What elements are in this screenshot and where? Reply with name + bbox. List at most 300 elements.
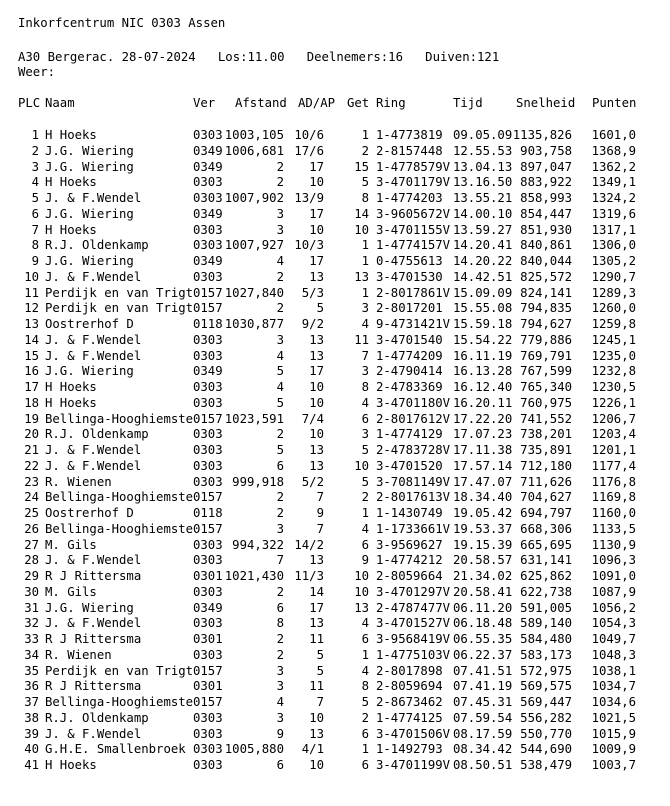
cell-punten: 1324,2 (591, 191, 636, 205)
cell-afstand: 3 (276, 710, 284, 725)
cell-plc: 36 (24, 679, 39, 694)
cell-ring: 3-4701530 (376, 269, 443, 284)
table-row (0, 506, 670, 522)
cell-get: 10 (354, 458, 369, 473)
cell-adap: 13 (309, 458, 324, 473)
cell-snelheid: 538,479 (520, 758, 572, 772)
cell-afstand: 4 (276, 380, 284, 394)
cell-naam: R J Rittersma (45, 632, 142, 646)
cell-afstand: 2 (276, 584, 284, 599)
cell-punten: 1160,0 (591, 506, 636, 520)
column-header-snelheid: Snelheid (516, 96, 576, 110)
cell-punten: 1048,3 (591, 647, 636, 662)
cell-plc: 11 (24, 285, 39, 300)
cell-adap: 17 (309, 254, 324, 268)
cell-get: 14 (354, 206, 369, 221)
cell-get: 1 (361, 128, 369, 142)
cell-punten: 1169,8 (591, 490, 636, 505)
column-header-ring: Ring (376, 96, 406, 110)
cell-tijd: 15.55.08 (453, 301, 513, 316)
cell-snelheid: 556,282 (520, 710, 572, 725)
cell-naam: J.G. Wiering (45, 143, 134, 158)
cell-tijd: 19.05.42 (453, 506, 513, 520)
table-row (0, 270, 670, 286)
cell-tijd: 16.12.40 (453, 380, 513, 394)
cell-adap: 10 (309, 380, 324, 394)
column-header-plc: PLC (18, 96, 41, 110)
cell-naam: J. & F.Wendel (45, 616, 142, 631)
document-title: Inkorfcentrum NIC 0303 Assen (18, 16, 226, 30)
cell-tijd: 14.20.41 (453, 238, 513, 253)
cell-tijd: 20.58.57 (453, 553, 513, 568)
cell-snelheid: 622,738 (520, 584, 572, 599)
cell-tijd: 17.22.20 (453, 411, 513, 426)
cell-ver: 0303 (193, 348, 223, 363)
cell-ver: 0303 (193, 443, 223, 457)
cell-punten: 1091,0 (591, 569, 636, 583)
cell-naam: R. Wienen (45, 647, 112, 662)
cell-ring: 2-4790414 (376, 364, 443, 379)
cell-punten: 1201,1 (591, 443, 636, 457)
cell-snelheid: 625,862 (520, 569, 572, 583)
cell-snelheid: 840,861 (520, 238, 572, 253)
cell-snelheid: 840,044 (520, 254, 572, 268)
cell-plc: 17 (24, 380, 39, 394)
cell-tijd: 16.13.28 (453, 364, 513, 379)
cell-adap: 5 (316, 301, 324, 316)
table-row (0, 412, 670, 428)
cell-snelheid: 704,627 (520, 490, 572, 505)
cell-naam: Bellinga-Hooghiemste (45, 490, 194, 505)
table-row (0, 490, 670, 506)
cell-get: 6 (361, 758, 369, 772)
table-row (0, 380, 670, 396)
cell-ver: 0118 (193, 317, 223, 331)
cell-ver: 0303 (193, 458, 223, 473)
column-header-ver: Ver (193, 96, 216, 110)
cell-naam: J. & F.Wendel (45, 443, 142, 457)
cell-adap: 13 (309, 443, 324, 457)
cell-afstand: 2 (276, 269, 284, 284)
cell-get: 11 (354, 332, 369, 347)
cell-snelheid: 883,922 (520, 175, 572, 190)
cell-punten: 1305,2 (591, 254, 636, 268)
cell-afstand: 5 (276, 395, 284, 410)
cell-afstand: 3 (276, 521, 284, 536)
cell-ver: 0303 (193, 537, 223, 552)
cell-snelheid: 735,891 (520, 443, 572, 457)
cell-ring: 1-1733661V (376, 521, 451, 536)
cell-snelheid: 694,797 (520, 506, 572, 520)
cell-punten: 1034,6 (591, 695, 636, 709)
cell-get: 1 (361, 254, 369, 268)
cell-ring: 1-4773819 (376, 128, 443, 142)
cell-afstand: 2 (276, 427, 284, 442)
cell-adap: 13 (309, 553, 324, 568)
cell-adap: 10 (309, 175, 324, 190)
cell-ver: 0301 (193, 679, 223, 694)
cell-get: 5 (361, 175, 369, 190)
cell-ver: 0157 (193, 695, 223, 709)
cell-snelheid: 550,770 (520, 726, 572, 741)
cell-get: 8 (361, 191, 369, 205)
cell-adap: 7 (316, 521, 324, 536)
cell-snelheid: 897,047 (520, 159, 572, 174)
cell-adap: 14/2 (294, 537, 324, 552)
cell-ring: 3-9569627 (376, 537, 443, 552)
cell-adap: 10/3 (294, 238, 324, 253)
cell-tijd: 15.09.09 (453, 285, 513, 300)
cell-plc: 9 (31, 254, 39, 268)
cell-plc: 19 (24, 411, 39, 426)
table-row (0, 601, 670, 617)
cell-snelheid: 712,180 (520, 458, 572, 473)
cell-get: 3 (361, 301, 369, 316)
cell-plc: 25 (24, 506, 39, 520)
cell-naam: H Hoeks (45, 395, 97, 410)
table-row (0, 364, 670, 380)
cell-punten: 1009,9 (591, 742, 636, 757)
cell-ring: 2-8673462 (376, 695, 443, 709)
cell-snelheid: 794,627 (520, 317, 572, 331)
cell-naam: J. & F.Wendel (45, 553, 142, 568)
cell-get: 1 (361, 285, 369, 300)
cell-get: 1 (361, 506, 369, 520)
cell-adap: 11 (309, 679, 324, 694)
cell-punten: 1003,7 (591, 758, 636, 772)
race-info: A30 Bergerac. 28-07-2024 Los:11.00 Deelnemers:16 Duiven:121 (18, 50, 500, 64)
cell-ring: 9-4731421V (376, 317, 451, 331)
cell-plc: 15 (24, 348, 39, 363)
cell-plc: 14 (24, 332, 39, 347)
cell-adap: 17 (309, 206, 324, 221)
cell-get: 10 (354, 584, 369, 599)
cell-adap: 11/3 (294, 569, 324, 583)
cell-tijd: 14.20.22 (453, 254, 513, 268)
cell-naam: Bellinga-Hooghiemste (45, 411, 194, 426)
table-row (0, 396, 670, 412)
cell-naam: M. Gils (45, 537, 97, 552)
cell-plc: 26 (24, 521, 39, 536)
cell-ring: 3-4701540 (376, 332, 443, 347)
cell-afstand: 5 (276, 443, 284, 457)
table-row (0, 427, 670, 443)
cell-punten: 1230,5 (591, 380, 636, 394)
cell-snelheid: 765,340 (520, 380, 572, 394)
table-row (0, 522, 670, 538)
table-row (0, 758, 670, 774)
cell-get: 6 (361, 632, 369, 646)
cell-punten: 1245,1 (591, 332, 636, 347)
cell-get: 6 (361, 537, 369, 552)
column-header-get: Get (347, 96, 370, 110)
cell-adap: 14 (309, 584, 324, 599)
cell-snelheid: 760,975 (520, 395, 572, 410)
cell-ring: 1-4778579V (376, 159, 451, 174)
cell-ring: 2-4783369 (376, 380, 443, 394)
cell-ver: 0303 (193, 222, 223, 237)
cell-punten: 1034,7 (591, 679, 636, 694)
cell-snelheid: 665,695 (520, 537, 572, 552)
cell-ring: 1-4774157V (376, 238, 451, 253)
cell-afstand: 3 (276, 332, 284, 347)
cell-naam: Bellinga-Hooghiemste (45, 695, 194, 709)
cell-ver: 0349 (193, 364, 223, 379)
cell-ver: 0349 (193, 143, 223, 158)
cell-adap: 10 (309, 395, 324, 410)
cell-naam: Bellinga-Hooghiemste (45, 521, 194, 536)
cell-plc: 30 (24, 584, 39, 599)
cell-punten: 1290,7 (591, 269, 636, 284)
cell-get: 8 (361, 679, 369, 694)
cell-ring: 2-8059694 (376, 679, 443, 694)
cell-ring: 1-4774129 (376, 427, 443, 442)
cell-punten: 1317,1 (591, 222, 636, 237)
cell-snelheid: 572,975 (520, 663, 572, 678)
cell-get: 5 (361, 443, 369, 457)
table-row (0, 553, 670, 569)
cell-ver: 0303 (193, 191, 223, 205)
cell-snelheid: 668,306 (520, 521, 572, 536)
cell-punten: 1087,9 (591, 584, 636, 599)
cell-punten: 1349,1 (591, 175, 636, 190)
cell-afstand: 2 (276, 159, 284, 174)
cell-afstand: 6 (276, 458, 284, 473)
cell-afstand: 2 (276, 647, 284, 662)
cell-tijd: 15.54.22 (453, 332, 513, 347)
cell-ver: 0303 (193, 553, 223, 568)
cell-adap: 5 (316, 663, 324, 678)
cell-tijd: 08.17.59 (453, 726, 513, 741)
cell-adap: 5/3 (301, 285, 324, 300)
cell-adap: 17 (309, 364, 324, 379)
cell-afstand: 2 (276, 490, 284, 505)
table-row (0, 616, 670, 632)
cell-get: 3 (361, 427, 369, 442)
cell-tijd: 20.58.41 (453, 584, 513, 599)
cell-ver: 0303 (193, 584, 223, 599)
table-row (0, 144, 670, 160)
cell-adap: 17 (309, 600, 324, 615)
cell-plc: 28 (24, 553, 39, 568)
cell-naam: G.H.E. Smallenbroek (45, 742, 186, 757)
cell-ver: 0157 (193, 663, 223, 678)
column-header-afstand: Afstand (235, 96, 287, 110)
cell-tijd: 07.45.31 (453, 695, 513, 709)
cell-plc: 41 (24, 758, 39, 772)
table-row (0, 648, 670, 664)
cell-punten: 1049,7 (591, 632, 636, 646)
cell-ver: 0349 (193, 206, 223, 221)
cell-adap: 13/9 (294, 191, 324, 205)
cell-adap: 4/1 (301, 742, 324, 757)
cell-afstand: 6 (276, 758, 284, 772)
cell-naam: H Hoeks (45, 128, 97, 142)
cell-get: 6 (361, 411, 369, 426)
cell-afstand: 1030,877 (224, 317, 284, 331)
cell-tijd: 08.50.51 (453, 758, 513, 772)
table-row (0, 207, 670, 223)
cell-punten: 1054,3 (591, 616, 636, 631)
cell-get: 1 (361, 647, 369, 662)
column-header-row (0, 96, 670, 112)
cell-ring: 2-4783728V (376, 443, 451, 457)
table-row (0, 475, 670, 491)
cell-naam: H Hoeks (45, 758, 97, 772)
table-row (0, 317, 670, 333)
cell-naam: J. & F.Wendel (45, 332, 142, 347)
cell-ring: 2-4787477V (376, 600, 451, 615)
cell-plc: 21 (24, 443, 39, 457)
table-row (0, 538, 670, 554)
cell-tijd: 14.42.51 (453, 269, 513, 284)
cell-afstand: 5 (276, 364, 284, 379)
cell-tijd: 18.34.40 (453, 490, 513, 505)
cell-adap: 11 (309, 632, 324, 646)
cell-naam: Perdijk en van Trigt (45, 285, 194, 300)
cell-tijd: 06.55.35 (453, 632, 513, 646)
table-row (0, 679, 670, 695)
cell-punten: 1319,6 (591, 206, 636, 221)
cell-adap: 13 (309, 726, 324, 741)
cell-afstand: 2 (276, 301, 284, 316)
cell-tijd: 19.53.37 (453, 521, 513, 536)
cell-afstand: 999,918 (232, 474, 284, 489)
cell-plc: 24 (24, 490, 39, 505)
cell-punten: 1601,0 (591, 128, 636, 142)
cell-tijd: 07.41.19 (453, 679, 513, 694)
cell-adap: 17/6 (294, 143, 324, 158)
cell-snelheid: 769,791 (520, 348, 572, 363)
cell-afstand: 994,322 (232, 537, 284, 552)
cell-get: 4 (361, 616, 369, 631)
table-row (0, 727, 670, 743)
column-header-naam: Naam (45, 96, 75, 110)
table-row (0, 286, 670, 302)
cell-adap: 13 (309, 332, 324, 347)
cell-punten: 1260,0 (591, 301, 636, 316)
cell-tijd: 13.55.21 (453, 191, 513, 205)
cell-plc: 1 (31, 128, 39, 142)
cell-afstand: 1006,681 (224, 143, 284, 158)
cell-get: 5 (361, 695, 369, 709)
cell-ver: 0157 (193, 285, 223, 300)
cell-adap: 9 (316, 506, 324, 520)
cell-punten: 1232,8 (591, 364, 636, 379)
cell-snelheid: 738,201 (520, 427, 572, 442)
cell-ver: 0349 (193, 159, 223, 174)
cell-tijd: 12.55.53 (453, 143, 513, 158)
cell-punten: 1368,9 (591, 143, 636, 158)
cell-plc: 38 (24, 710, 39, 725)
cell-afstand: 6 (276, 600, 284, 615)
cell-afstand: 2 (276, 506, 284, 520)
cell-ring: 3-4701179V (376, 175, 451, 190)
cell-snelheid: 767,599 (520, 364, 572, 379)
cell-naam: H Hoeks (45, 222, 97, 237)
cell-plc: 8 (31, 238, 39, 253)
cell-tijd: 13.04.13 (453, 159, 513, 174)
cell-ver: 0301 (193, 569, 223, 583)
cell-snelheid: 1135,826 (512, 128, 572, 142)
cell-get: 8 (361, 380, 369, 394)
cell-adap: 5/2 (301, 474, 324, 489)
cell-afstand: 4 (276, 695, 284, 709)
cell-ring: 0-4755613 (376, 254, 443, 268)
cell-afstand: 2 (276, 175, 284, 190)
cell-punten: 1306,0 (591, 238, 636, 253)
table-row (0, 711, 670, 727)
cell-plc: 34 (24, 647, 39, 662)
cell-ver: 0303 (193, 647, 223, 662)
cell-ring: 1-1430749 (376, 506, 443, 520)
cell-punten: 1206,7 (591, 411, 636, 426)
cell-tijd: 17.57.14 (453, 458, 513, 473)
cell-ver: 0303 (193, 175, 223, 190)
cell-adap: 7/4 (301, 411, 324, 426)
cell-snelheid: 741,552 (520, 411, 572, 426)
table-row (0, 632, 670, 648)
cell-ring: 1-4774209 (376, 348, 443, 363)
cell-plc: 3 (31, 159, 39, 174)
cell-punten: 1133,5 (591, 521, 636, 536)
cell-ring: 3-9605672V (376, 206, 451, 221)
cell-afstand: 1023,591 (224, 411, 284, 426)
cell-afstand: 3 (276, 206, 284, 221)
cell-get: 1 (361, 238, 369, 253)
cell-punten: 1289,3 (591, 285, 636, 300)
cell-tijd: 15.59.18 (453, 317, 513, 331)
cell-ver: 0157 (193, 490, 223, 505)
cell-afstand: 1007,902 (224, 191, 284, 205)
cell-ring: 2-8017898 (376, 663, 443, 678)
cell-ring: 3-9568419V (376, 632, 451, 646)
cell-ver: 0301 (193, 632, 223, 646)
cell-snelheid: 631,141 (520, 553, 572, 568)
cell-adap: 10 (309, 427, 324, 442)
table-row (0, 160, 670, 176)
table-row (0, 238, 670, 254)
cell-plc: 23 (24, 474, 39, 489)
cell-tijd: 17.47.07 (453, 474, 513, 489)
cell-plc: 35 (24, 663, 39, 678)
cell-plc: 27 (24, 537, 39, 552)
cell-get: 4 (361, 663, 369, 678)
table-row (0, 585, 670, 601)
cell-ring: 3-4701199V (376, 758, 451, 772)
table-row (0, 695, 670, 711)
cell-punten: 1056,2 (591, 600, 636, 615)
cell-ver: 0303 (193, 742, 223, 757)
table-row (0, 742, 670, 758)
cell-ver: 0303 (193, 380, 223, 394)
cell-punten: 1176,8 (591, 474, 636, 489)
cell-tijd: 13.59.27 (453, 222, 513, 237)
cell-naam: J. & F.Wendel (45, 726, 142, 741)
cell-tijd: 08.34.42 (453, 742, 513, 757)
cell-adap: 10 (309, 222, 324, 237)
cell-afstand: 1021,430 (224, 569, 284, 583)
cell-punten: 1177,4 (591, 458, 636, 473)
cell-naam: J.G. Wiering (45, 600, 134, 615)
cell-ring: 3-4701527V (376, 616, 451, 631)
cell-ver: 0303 (193, 616, 223, 631)
cell-naam: Perdijk en van Trigt (45, 663, 194, 678)
cell-get: 9 (361, 553, 369, 568)
cell-naam: J.G. Wiering (45, 206, 134, 221)
cell-ver: 0303 (193, 427, 223, 442)
cell-snelheid: 569,575 (520, 679, 572, 694)
